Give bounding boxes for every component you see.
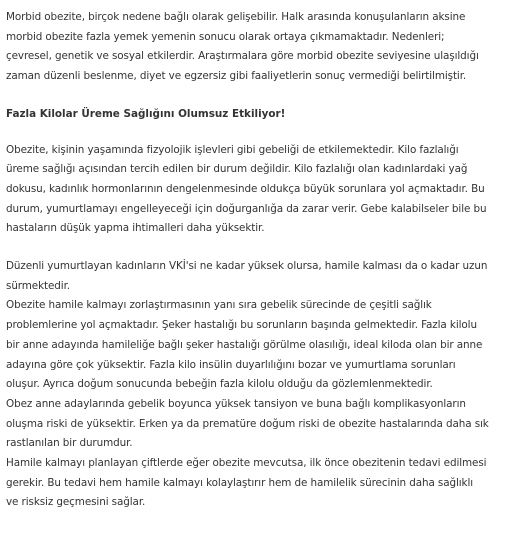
intro-paragraph — [6, 8, 522, 87]
text-line: Morbid obezite, birçok nedene bağlı olarak gelişebilir. Halk arasında konuşulanların aksine — [6, 11, 466, 23]
text-line: durum, yumurtlamayı engelleyeceği için doğurganlığa da zarar verir. Gebe kalabilseler bile bu — [6, 202, 487, 215]
text-line: Düzenli yumurtlayan kadınların VKİ'si ne kadar yüksek olursa, hamile kalması da o kadar uzun — [6, 260, 488, 273]
pregnancy-risks-paragraph — [6, 257, 522, 513]
text-line: Obezite hamile kalmayı zorlaştırmasının yanı sıra gebelik sürecinde de çeşitli sağlık — [6, 299, 432, 312]
text-line: morbid obezite fazla yemek yemenin sonucu olarak ortaya çıkmamaktadır. Nedenleri; — [6, 30, 445, 43]
text-line: oluşur. Ayrıca doğum sonucunda bebeğin fazla kilolu olduğu da gözlemlenmektedir. — [6, 378, 433, 391]
text-line: Obezite, kişinin yaşamında fizyolojik işlevleri gibi gebeliği de etkilemektedir. Kilo fazlalığı — [6, 143, 459, 156]
text-line: çevresel, genetik ve sosyal etkilerdir. Araştırmalara göre morbid obezite seviyesine ulaşıldığı — [6, 50, 479, 63]
text-line: dokusu, kadınlık hormonlarının dengelenmesinde oldukça büyük sorunlara yol açmaktadır. Bu — [6, 182, 485, 195]
text-line: rastlanılan bir durumdur. — [6, 437, 133, 450]
section-heading: Fazla Kilolar Üreme Sağlığını Olumsuz Etkiliyor! — [6, 107, 286, 120]
text-line: problemlerine yol açmaktadır. Şeker hastalığı bu sorunların başında gelmektedir. Fazla kilolu — [6, 319, 477, 332]
text-line: üreme sağlığı açısından tercih edilen bir durum değildir. Kilo fazlalığı olan kadınlardaki yağ — [6, 163, 468, 176]
text-line: ve risksiz geçmesini sağlar. — [6, 496, 146, 509]
text-line: Obez anne adaylarında gebelik boyunca yüksek tansiyon ve buna bağlı komplikasyonların — [6, 397, 466, 410]
text-line: sürmektedir. — [6, 279, 70, 292]
text-line: hastaların düşük yapma ihtimalleri daha yüksektir. — [6, 222, 265, 235]
text-line: gerekir. Bu tedavi hem hamile kalmayı kolaylaştırır hem de hamilelik sürecinin daha sağlıklı — [6, 476, 474, 489]
text-line: zaman düzenli beslenme, diyet ve egzersiz gibi faaliyetlerin sonuç vermediği belirtilmiştir. — [6, 70, 467, 83]
obesity-fertility-paragraph — [6, 141, 522, 240]
text-line: Hamile kalmayı planlayan çiftlerde eğer obezite mevcutsa, ilk önce obezitenin tedavi edilmesi — [6, 457, 487, 470]
text-line: bir anne adayında hamileliğe bağlı şeker hastalığı görülme olasılığı, ideal kiloda olan bir anne — [6, 338, 483, 351]
text-line: adayına göre çok yüksektir. Fazla kilo insülin duyarlılığını bozar ve yumurtlama sorunları — [6, 358, 456, 371]
text-line: oluşma riski de yüksektir. Erken ya da prematüre doğum riski de obezite hastalarında daha sık — [6, 417, 489, 430]
